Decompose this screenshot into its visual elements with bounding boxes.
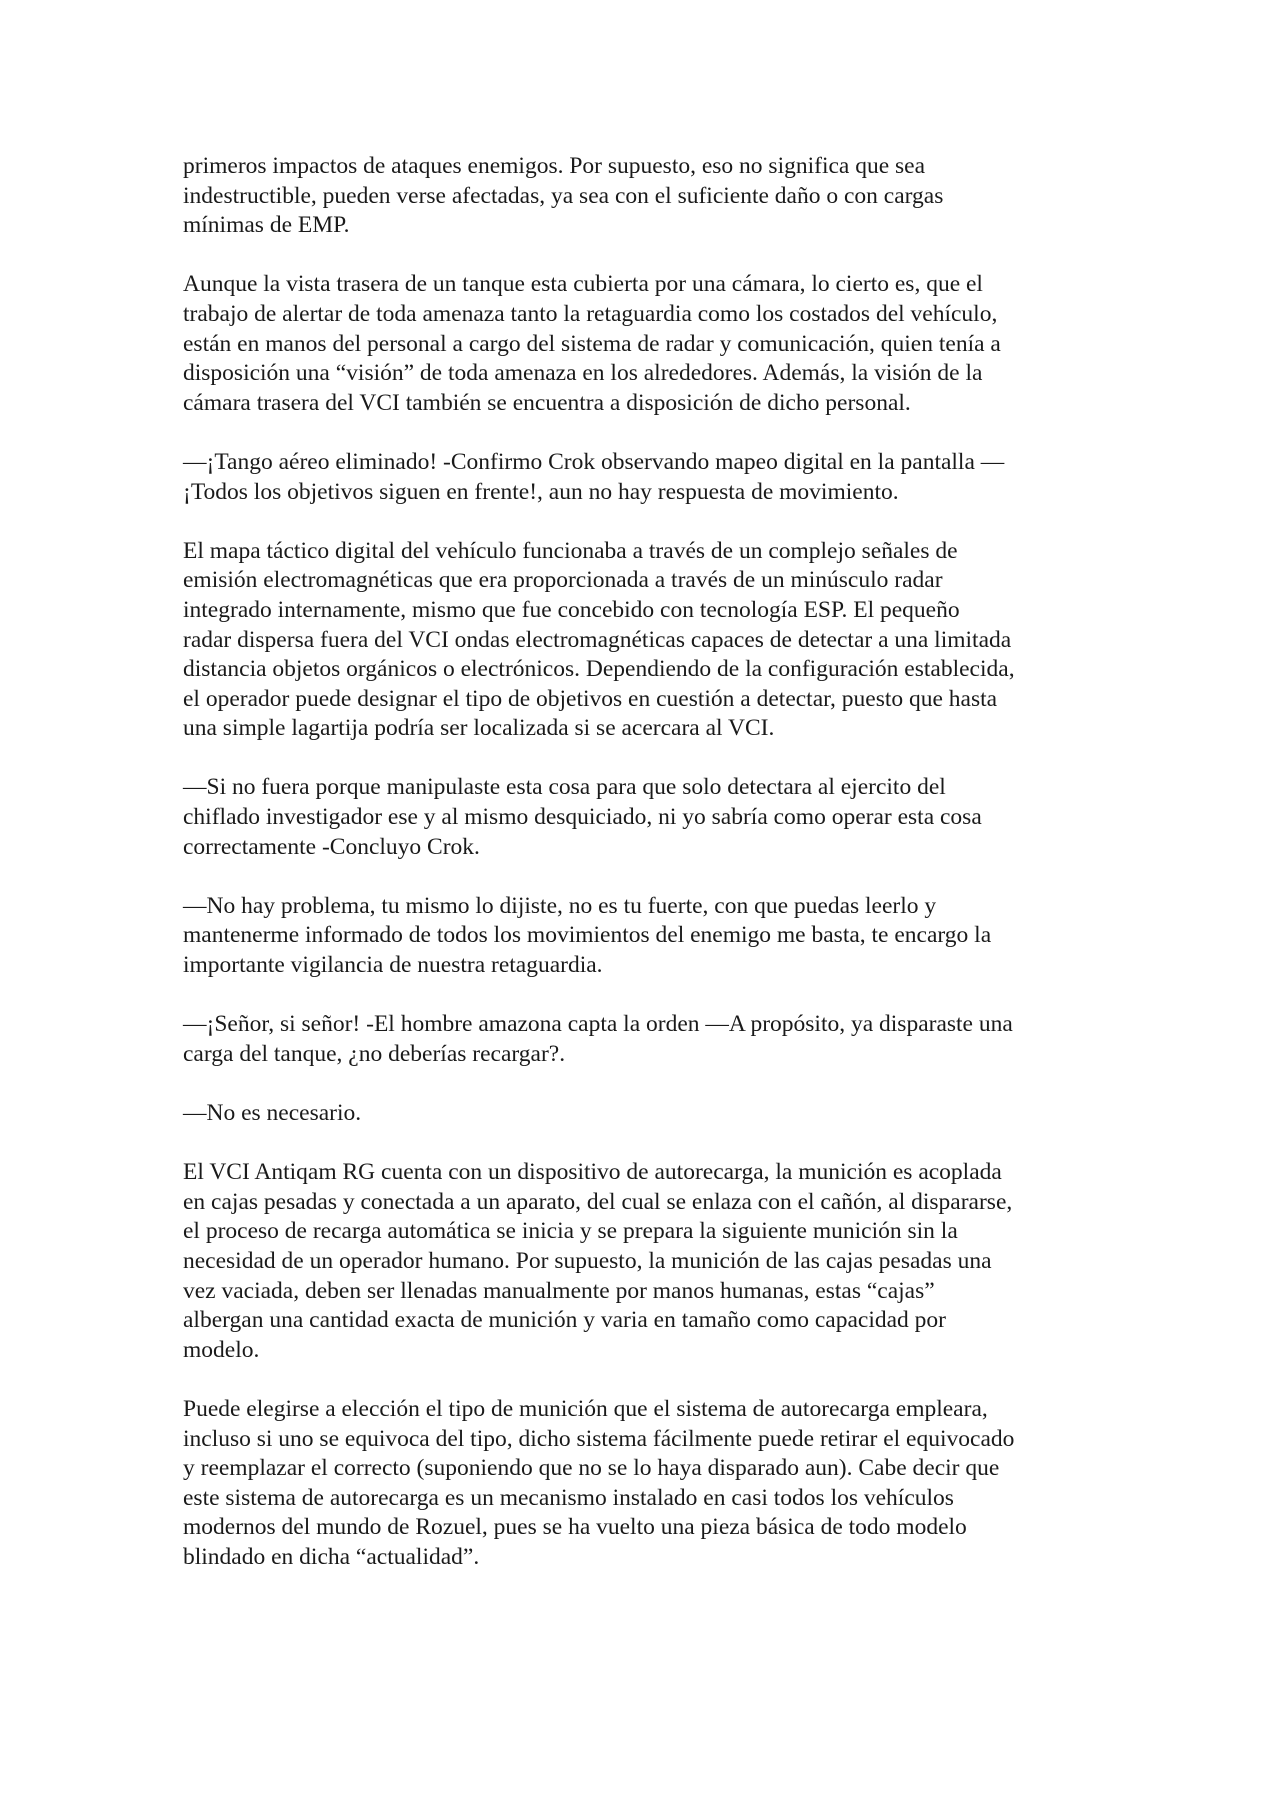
paragraph: —No hay problema, tu mismo lo dijiste, no es tu fuerte, con que puedas leerlo y mantenerme informado de todos los movimientos del enemigo me basta, te encargo la importante vigilancia de nuestra retaguardia. [183,892,992,979]
paragraph: El VCI Antiqam RG cuenta con un dispositivo de autorecarga, la munición es acoplada en cajas pesadas y conectada a un aparato, del cual se enlaza con el cañón, al dispararse, el proceso de recarga automática se inicia y se prepara la siguiente munición sin la necesidad de un operador humano. Por supuesto, la munición de las cajas pesadas una vez vaciada, deben ser llenadas manualmente por manos humanas, estas “cajas” albergan una cantidad exacta de munición y varia en tamaño como capacidad por modelo. [183,1159,1013,1363]
paragraph: Puede elegirse a elección el tipo de munición que el sistema de autorecarga empleara, incluso si uno se equivoca del tipo, dicho sistema fácilmente puede retirar el equivocado y reemplazar el correcto (suponiendo que no se lo haya disparado aun). Cabe decir que este sistema de autorecarga es un mecanismo instalado en casi todos los vehículos modernos del mundo de Rozuel, pues se ha vuelto una pieza básica de todo modelo blindado en dicha “actualidad”. [183,1395,1015,1570]
paragraph: —Si no fuera porque manipulaste esta cosa para que solo detectara al ejercito del chiflado investigador ese y al mismo desquiciado, ni yo sabría como operar esta cosa correctamente -Concluyo Crok. [183,774,982,860]
paragraph: Aunque la vista trasera de un tanque esta cubierta por una cámara, lo cierto es, que el trabajo de alertar de toda amenaza tanto la retaguardia como los costados del vehículo, están en manos del personal a cargo del sistema de radar y comunicación, quien tenía a disposición una “visión” de toda amenaza en los alrededores. Además, la visión de la cámara trasera del VCI también se encuentra a disposición de dicho personal. [183,271,1001,416]
paragraph: —¡Tango aéreo eliminado! -Confirmo Crok observando mapeo digital en la pantalla — ¡Todos los objetivos siguen en frente!, aun no hay respuesta de movimiento. [183,448,1005,505]
paragraph: primeros impactos de ataques enemigos. Por supuesto, eso no significa que sea indestructible, pueden verse afectadas, ya sea con el suficiente daño o con cargas mínimas de EMP. [183,153,944,239]
paragraph: —¡Señor, si señor! -El hombre amazona capta la orden —A propósito, ya disparaste una carga del tanque, ¿no deberías recargar?. [183,1011,1013,1067]
paragraph: —No es necesario. [183,1100,362,1126]
document-body [183,152,1103,1602]
paragraph: El mapa táctico digital del vehículo funcionaba a través de un complejo señales de emisión electromagnéticas que era proporcionada a través de un minúsculo radar integrado internamente, mismo que fue concebido con tecnología ESP. El pequeño radar dispersa fuera del VCI ondas electromagnéticas capaces de detectar a una limitada distancia objetos orgánicos o electrónicos. Dependiendo de la configuración establecida, el operador puede designar el tipo de objetivos en cuestión a detectar, puesto que hasta una simple lagartija podría ser localizada si se acercara al VCI. [183,537,1015,742]
